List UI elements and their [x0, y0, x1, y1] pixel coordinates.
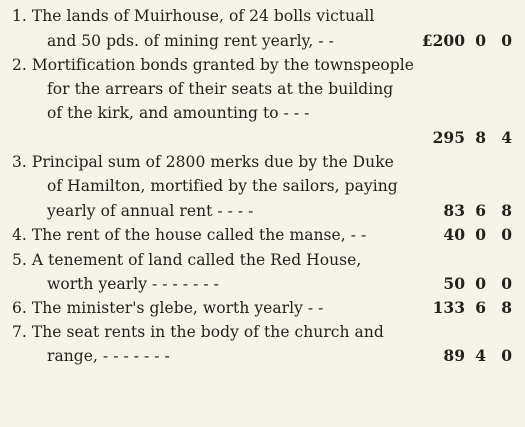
amount-pounds: 40: [443, 225, 465, 244]
entry-text: for the arrears of their seats at the building: [47, 80, 394, 98]
entry-3-line-3: [0, 199, 525, 223]
entry-text: range, - - - - - - -: [47, 347, 170, 365]
amount-pence: 8: [501, 298, 512, 317]
amount-pence: 0: [501, 346, 512, 365]
entry-3-line-2: [0, 174, 525, 198]
entry-1-line-2: [0, 29, 525, 53]
entry-text: of the kirk, and amounting to - - -: [47, 104, 310, 122]
entry-5-line-2: [0, 272, 525, 296]
amount-pounds: 133: [432, 298, 465, 317]
entry-text: 3. Principal sum of 2800 merks due by the Duke: [12, 153, 394, 171]
entry-5-line-1: [0, 248, 525, 272]
amount-pounds: 50: [443, 274, 465, 293]
entry-7-line-1: [0, 320, 525, 344]
entry-text: of Hamilton, mortified by the sailors, paying: [47, 177, 398, 195]
amount-pence: 0: [501, 274, 512, 293]
entry-2-line-2: [0, 77, 525, 101]
amount-shillings: 4: [475, 346, 486, 365]
amount-pence: 0: [501, 225, 512, 244]
entry-text: and 50 pds. of mining rent yearly, - -: [47, 32, 334, 50]
entry-text: yearly of annual rent - - - -: [47, 202, 254, 220]
entry-text: 1. The lands of Muirhouse, of 24 bolls victuall: [12, 7, 375, 25]
amount-shillings: 0: [475, 274, 486, 293]
amount-shillings: 6: [475, 298, 486, 317]
entry-7-line-2: [0, 344, 525, 368]
entry-text: worth yearly - - - - - - -: [47, 275, 219, 293]
entry-text: 4. The rent of the house called the manse, - -: [12, 226, 367, 244]
entry-text: 6. The minister's glebe, worth yearly - -: [12, 299, 324, 317]
amount-shillings: 8: [475, 128, 486, 147]
entry-3-line-1: [0, 150, 525, 174]
amount-pounds: 89: [443, 346, 465, 365]
amount-pence: 4: [501, 128, 512, 147]
entry-text: 7. The seat rents in the body of the church and: [12, 323, 384, 341]
amount-pence: 8: [501, 201, 512, 220]
amount-pounds: 295: [432, 128, 465, 147]
entry-1-line-1: [0, 4, 525, 28]
entry-4-line-1: [0, 223, 525, 247]
entry-text: 5. A tenement of land called the Red House,: [12, 251, 362, 269]
entry-6-line-1: [0, 296, 525, 320]
amount-pounds: £200: [421, 31, 465, 50]
entry-2-line-3: [0, 101, 525, 125]
entry-2-line-1: [0, 53, 525, 77]
amount-pounds: 83: [443, 201, 465, 220]
entry-text: 2. Mortification bonds granted by the townspeople: [12, 56, 415, 74]
amount-shillings: 0: [475, 225, 486, 244]
entry-2-amount-line: [0, 126, 525, 150]
amount-pence: 0: [501, 31, 512, 50]
amount-shillings: 6: [475, 201, 486, 220]
amount-shillings: 0: [475, 31, 486, 50]
